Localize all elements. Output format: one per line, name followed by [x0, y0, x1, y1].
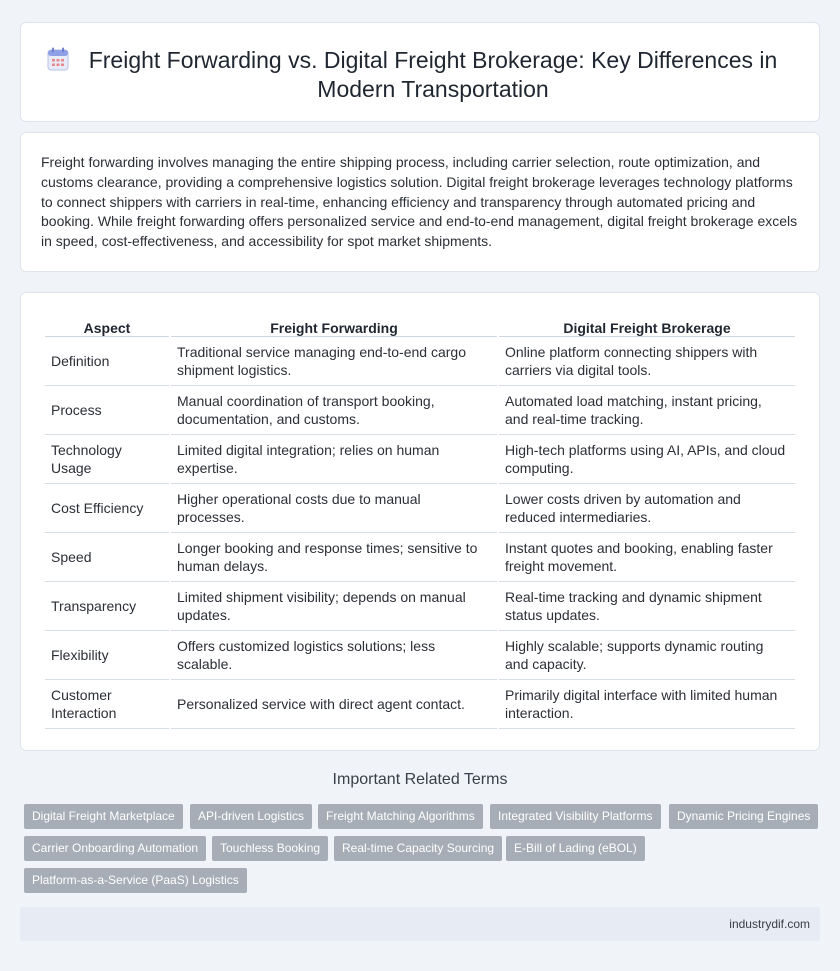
table-row: [45, 680, 795, 729]
related-term-tag[interactable]: Carrier Onboarding Automation: [24, 836, 206, 861]
related-term-tag[interactable]: Platform-as-a-Service (PaaS) Logistics: [24, 868, 247, 893]
intro-paragraph: Freight forwarding involves managing the entire shipping process, including carrier selection, route optimization, and customs clearance, providing a comprehensive logistics solution. Digital freight brokerage leverages technology platforms to connect shippers with carriers in real-time, enhancing efficiency and transparency through automated pricing and booking. While freight forwarding offers personalized service and end-to-end management, digital freight brokerage excels in speed, cost-effectiveness, and accessibility for spot market shipments.: [41, 154, 798, 250]
column-header-freight-forwarding: Freight Forwarding: [171, 313, 497, 337]
cell-freight-forwarding: Manual coordination of transport booking, documentation, and customs.: [171, 386, 497, 435]
cell-freight-forwarding: Traditional service managing end-to-end cargo shipment logistics.: [171, 337, 497, 386]
related-term-tag[interactable]: Freight Matching Algorithms: [318, 804, 483, 829]
cell-digital-brokerage: Lower costs driven by automation and reduced intermediaries.: [499, 484, 795, 533]
related-term-tag[interactable]: Real-time Capacity Sourcing: [334, 836, 502, 861]
cell-digital-brokerage: Online platform connecting shippers with carriers via digital tools.: [499, 337, 795, 386]
comparison-table: [43, 313, 797, 729]
table-row: [45, 631, 795, 680]
cell-freight-forwarding: Personalized service with direct agent contact.: [171, 680, 497, 729]
column-header-aspect: Aspect: [45, 313, 169, 337]
cell-freight-forwarding: Offers customized logistics solutions; less scalable.: [171, 631, 497, 680]
cell-digital-brokerage: Primarily digital interface with limited human interaction.: [499, 680, 795, 729]
related-term-tag[interactable]: Digital Freight Marketplace: [24, 804, 183, 829]
table-row: [45, 533, 795, 582]
cell-freight-forwarding: Higher operational costs due to manual processes.: [171, 484, 497, 533]
cell-digital-brokerage: Instant quotes and booking, enabling faster freight movement.: [499, 533, 795, 582]
cell-freight-forwarding: Limited digital integration; relies on human expertise.: [171, 435, 497, 484]
table-header-row: [45, 313, 795, 337]
footer: [20, 907, 820, 941]
cell-aspect: Cost Efficiency: [45, 484, 169, 533]
cell-aspect: Definition: [45, 337, 169, 386]
related-term-tag[interactable]: Integrated Visibility Platforms: [490, 804, 661, 829]
table-row: [45, 435, 795, 484]
table-row: [45, 484, 795, 533]
comparison-card: [20, 292, 820, 751]
intro-card: [20, 132, 820, 272]
related-term-tag[interactable]: Dynamic Pricing Engines: [669, 804, 818, 829]
cell-freight-forwarding: Longer booking and response times; sensitive to human delays.: [171, 533, 497, 582]
cell-aspect: Customer Interaction: [45, 680, 169, 729]
cell-digital-brokerage: High-tech platforms using AI, APIs, and cloud computing.: [499, 435, 795, 484]
footer-site-link[interactable]: industrydif.com: [729, 917, 810, 931]
title-card: [20, 22, 820, 122]
related-term-tag[interactable]: API-driven Logistics: [190, 804, 312, 829]
table-row: [45, 386, 795, 435]
cell-aspect: Speed: [45, 533, 169, 582]
cell-digital-brokerage: Automated load matching, instant pricing, and real-time tracking.: [499, 386, 795, 435]
cell-aspect: Transparency: [45, 582, 169, 631]
cell-aspect: Process: [45, 386, 169, 435]
related-term-tag[interactable]: E-Bill of Lading (eBOL): [506, 836, 645, 861]
table-row: [45, 582, 795, 631]
cell-aspect: Flexibility: [45, 631, 169, 680]
related-term-tag[interactable]: Touchless Booking: [212, 836, 328, 861]
cell-freight-forwarding: Limited shipment visibility; depends on manual updates.: [171, 582, 497, 631]
table-row: [45, 337, 795, 386]
column-header-digital-freight-brokerage: Digital Freight Brokerage: [499, 313, 795, 337]
cell-aspect: Technology Usage: [45, 435, 169, 484]
cell-digital-brokerage: Real-time tracking and dynamic shipment status updates.: [499, 582, 795, 631]
cell-digital-brokerage: Highly scalable; supports dynamic routing and capacity.: [499, 631, 795, 680]
page-title: Freight Forwarding vs. Digital Freight Brokerage: Key Differences in Modern Transportation: [88, 47, 778, 102]
related-terms-heading: Important Related Terms: [332, 771, 508, 788]
